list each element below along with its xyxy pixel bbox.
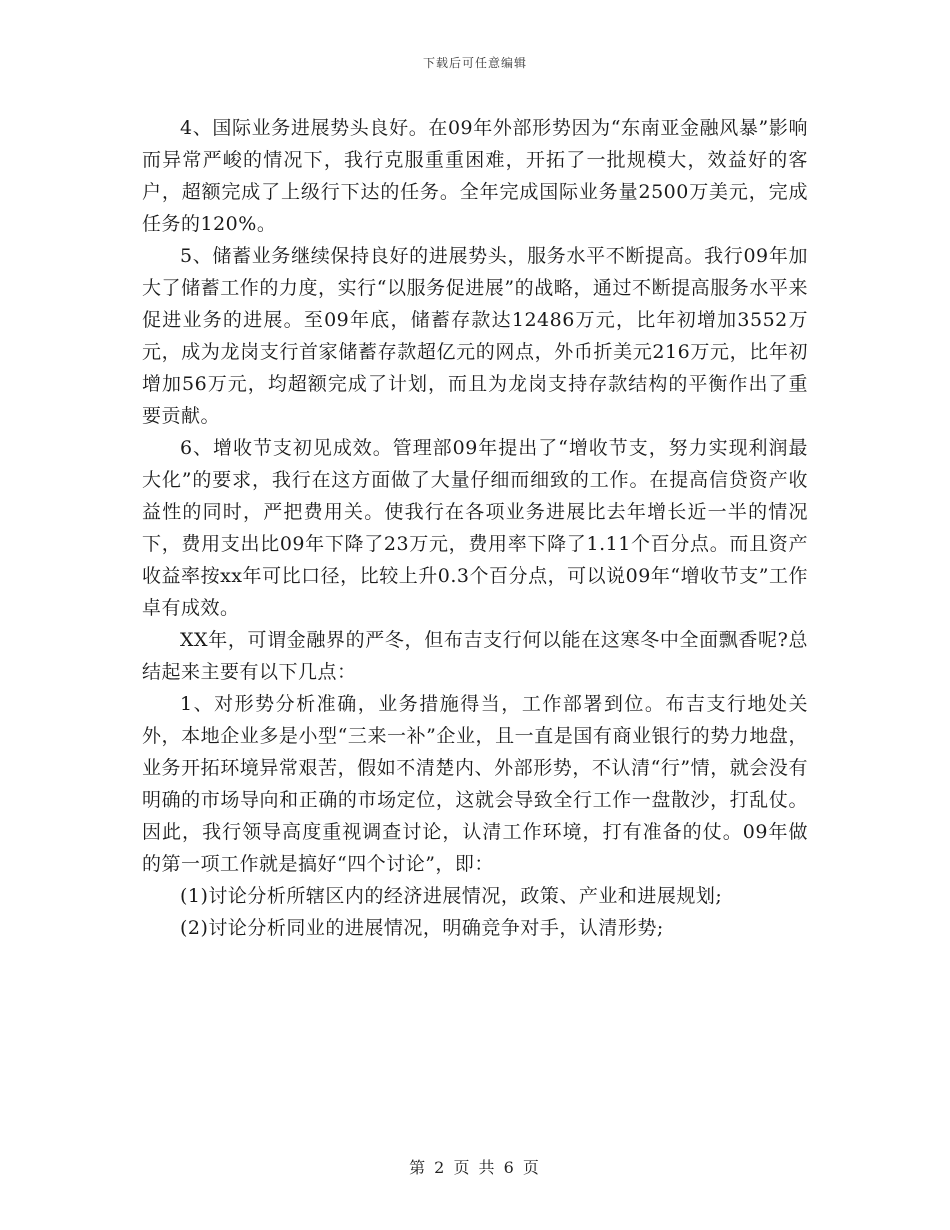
document-body [142, 112, 808, 944]
list-item-1: (1)讨论分析所辖区内的经济进展情况，政策、产业和进展规划; [180, 885, 723, 907]
paragraph-summary-intro: XX年，可谓金融界的严冬，但布吉支行何以能在这寒冬中全面飘香呢?总结起来主要有以下几点： [142, 629, 808, 683]
paragraph-situation-analysis: 1、对形势分析准确，业务措施得当，工作部署到位。布吉支行地处关外，本地企业多是小型“三来一补”企业，且一直是国有商业银行的势力地盘，业务开拓环境异常艰苦，假如不清楚内、外部形势，不认清“行”情，就会没有明确的市场导向和正确的市场定位，这就会导致全行工作一盘散沙，打乱仗。因此，我行领导高度重视调查讨论，认清工作环境，打有准备的仗。09年做的第一项工作就是搞好“四个讨论”，即： [142, 693, 808, 875]
page-header: 下载后可任意编辑 [422, 56, 527, 70]
paragraph-savings-business: 5、储蓄业务继续保持良好的进展势头，服务水平不断提高。我行09年加大了储蓄工作的力度，实行“以服务促进展”的战略，通过不断提高服务水平来促进业务的进展。至09年底，储蓄存款达12486万元，比年初增加3552万元，成为龙岗支行首家储蓄存款超亿元的网点，外币折美元216万元，比年初增加56万元，均超额完成了计划，而且为龙岗支持存款结构的平衡作出了重要贡献。 [142, 245, 808, 427]
paragraph-cost-control: 6、增收节支初见成效。管理部09年提出了“增收节支，努力实现利润最大化”的要求，我行在这方面做了大量仔细而细致的工作。在提高信贷资产收益性的同时，严把费用关。使我行在各项业务进展比去年增长近一半的情况下，费用支出比09年下降了23万元，费用率下降了1.11个百分点。而且资产收益率按xx年可比口径，比较上升0.3个百分点，可以说09年“增收节支”工作卓有成效。 [142, 437, 808, 619]
page-footer: 第 2 页 共 6 页 [409, 1158, 541, 1177]
list-item-2: (2)讨论分析同业的进展情况，明确竞争对手，认清形势; [180, 917, 664, 939]
paragraph-international-business: 4、国际业务进展势头良好。在09年外部形势因为“东南亚金融风暴”影响而异常严峻的情况下，我行克服重重困难，开拓了一批规模大，效益好的客户，超额完成了上级行下达的任务。全年完成国际业务量2500万美元，完成任务的120%。 [142, 117, 808, 235]
